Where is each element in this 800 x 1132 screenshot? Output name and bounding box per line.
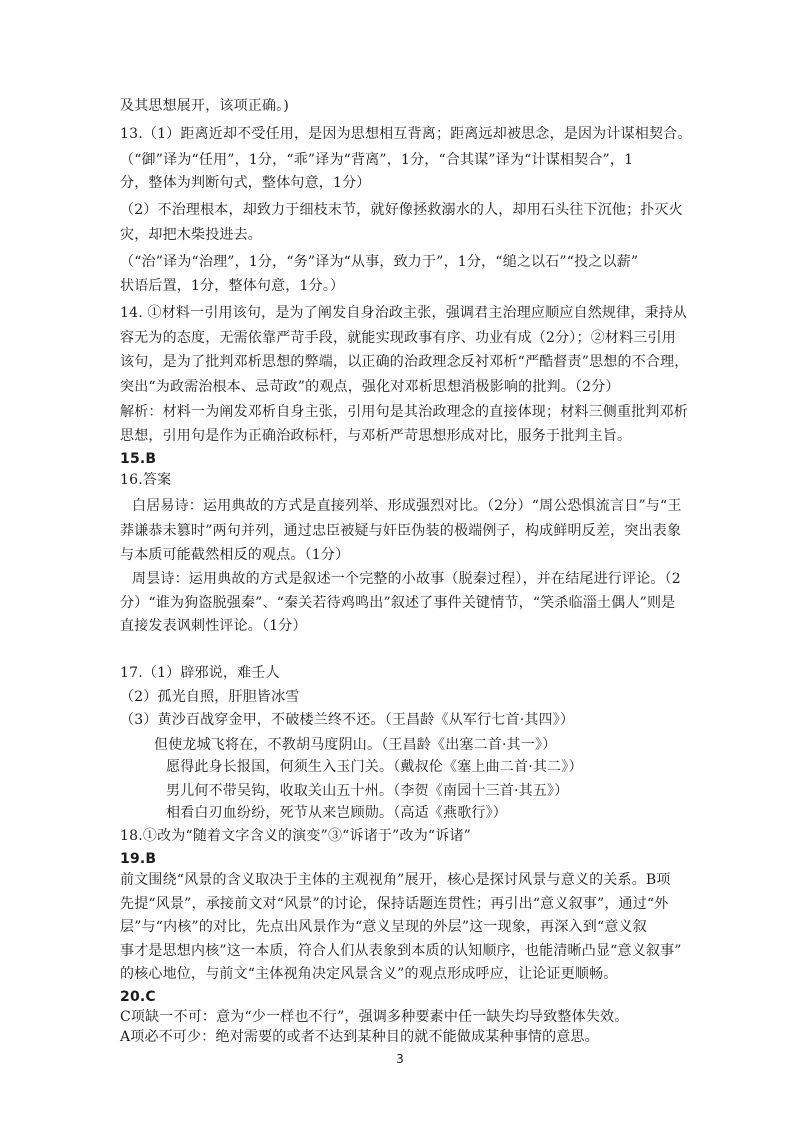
text-line: 愿得此身长报国，何须生入玉门关。（戴叔伦《塞上曲二首·其二》） xyxy=(166,759,583,776)
text-line: 18.①改为“随着文字含义的演变”③“诉诸于”改为“诉诸” xyxy=(120,828,472,845)
text-line: 分，整体为判断句式，整体句意，1分） xyxy=(120,175,371,192)
text-line: 相看白刃血纷纷，死节从来岂顾勋。（高适《燕歌行》） xyxy=(166,805,507,822)
text-line: 白居易诗：运用典故的方式是直接列举、形成强烈对比。（2分）“周公恐惧流言日”与“王 xyxy=(132,498,682,515)
text-line: 13.（1）距离近却不受任用，是因为思想相互背离；距离远却被思念，是因为计谋相契合。 xyxy=(120,125,692,142)
text-line: 灾，却把木柴投进去。 xyxy=(120,226,262,243)
text-line: 与本质可能截然相反的观点。（1分） xyxy=(120,546,350,563)
text-line: 17.（1）辟邪说，难壬人 xyxy=(120,664,280,681)
text-line: 14. ①材料一引用该句，是为了阐发自身治政主张，强调君主治理应顺应自然规律，秉持从 xyxy=(120,304,688,321)
text-line: （2）不治理根本，却致力于细枝末节，就好像拯救溺水的人，却用石头往下沉他；扑灭火 xyxy=(120,202,683,219)
text-line: 先提“风景”，承接前文对“风景”的讨论，保持话题连贯性；再引出“意义叙事”，通过“外 xyxy=(120,895,669,912)
text-line: （“御”译为“任用”，1分，“乖”译为“背离”，1分，“合其谋”译为“计谋相契合”，1 xyxy=(120,151,634,168)
text-line: 解析：材料一为阐发邓析自身主张，引用句是其治政理念的直接体现；材料三侧重批判邓析 xyxy=(120,403,688,420)
text-line: （2）孤光自照，肝胆皆冰雪 xyxy=(120,688,300,705)
text-line: （“治”译为“治理”，1分，“务”译为“从事，致力于”，1分，“缒之以石”“投之以薪” xyxy=(120,253,639,270)
text-line: 该句，是为了批判邓析思想的弊端，以正确的治政理念反衬邓析“严酷督责”思想的不合理， xyxy=(120,354,689,371)
question-number: 15.B xyxy=(120,450,157,467)
question-number: 20.C xyxy=(120,988,156,1005)
text-line: 及其思想展开，该项正确。) xyxy=(120,98,290,114)
text-line: 分）“谁为狗盗脱强秦”、“秦关若待鸡鸣出”叙述了事件关键情节，“笑杀临淄土偶人”则是 xyxy=(120,594,676,611)
text-line: 前文围绕“风景的含义取决于主体的主观视角”展开，核心是探讨风景与意义的关系。B项 xyxy=(120,872,671,889)
text-line: A项必不可少：绝对需要的或者不达到某种目的就不能做成某种事情的意思。 xyxy=(120,1029,599,1045)
text-line: 但使龙城飞将在，不教胡马度阴山。（王昌龄《出塞二首·其一》） xyxy=(154,736,557,753)
text-line: 男儿何不带吴钩，收取关山五十州。（李贺《南园十三首·其五》） xyxy=(166,782,569,799)
text-line: 事才是思想内核”这一本质，符合人们从表象到本质的认知顺序，也能清晰凸显“意义叙事” xyxy=(120,942,682,959)
question-number: 19.B xyxy=(120,850,157,867)
text-line: C项缺一不可：意为“少一样也不行”，强调多种要素中任一缺失均导致整体失效。 xyxy=(120,1009,629,1026)
text-line: 层”与“内核”的对比，先点出风景作为“意义呈现的外层”这一现象，再深入到“意义叙 xyxy=(120,919,647,936)
page-number: 3 xyxy=(396,1052,404,1066)
text-line: 直接发表讽刺性评论。（1分） xyxy=(120,617,307,634)
text-line: 思想，引用句是作为正确治政标杆，与邓析严苛思想形成对比，服务于批判主旨。 xyxy=(120,428,632,445)
text-line: 突出“为政需治根本、忌苛政”的观点，强化对邓析思想消极影响的批判。（2分） xyxy=(120,378,620,395)
text-line: 的核心地位，与前文“主体视角决定风景含义”的观点形成呼应，让论证更顺畅。 xyxy=(120,966,618,983)
text-line: 容无为的态度，无需依靠严苛手段，就能实现政事有序、功业有成（2分）；②材料三引用 xyxy=(120,330,676,347)
text-line: 周昙诗：运用典故的方式是叙述一个完整的小故事（脱秦过程），并在结尾进行评论。（2 xyxy=(132,571,681,588)
text-line: 状语后置，1分，整体句意，1分。） xyxy=(120,277,345,294)
text-line: 16.答案 xyxy=(120,472,172,489)
text-line: （3）黄沙百战穿金甲，不破楼兰终不还。（王昌龄《从军行七首·其四》） xyxy=(120,712,575,729)
text-line: 莽谦恭未篡时”两句并列，通过忠臣被疑与奸臣伪装的极端例子，构成鲜明反差，突出表象 xyxy=(120,522,682,539)
